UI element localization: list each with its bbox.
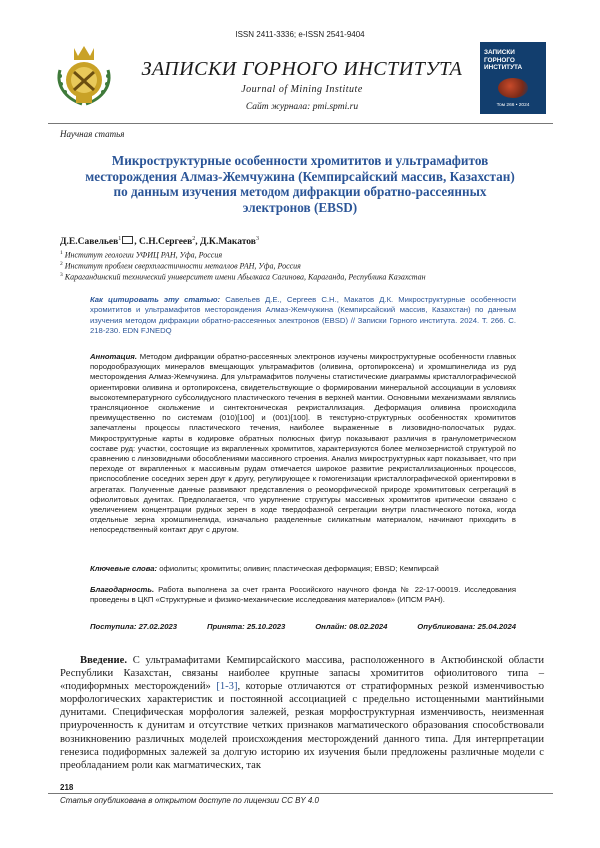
introduction-text: С ультрамафитами Кемпирсайского массива, расположенного в Актюбинской области Республики Казахстан, связаны наиболее крупные запасы хромититов офиолитового типа – «подиформных месторождений»: [60, 655, 544, 693]
journal-subtitle: Journal of Mining Institute: [241, 84, 363, 95]
institute-emblem-icon: [52, 40, 116, 110]
date-value: 25.04.2024: [477, 622, 516, 631]
affiliation-text: Карагандинский технический университет имени Абылкаса Сагинова, Караганда, Республика Казахстан: [64, 272, 426, 282]
affiliation-number: 2: [60, 261, 63, 267]
introduction-paragraph: [60, 654, 544, 772]
abstract-text: Методом дифракции обратно-рассеянных электронов изучены микроструктурные особенности главных породообразующих минералов вмещающих ультрамафитов (оливина, ортопироксена) и хромшпинелида из руд месторождения Алмаз-Жемчужина. Для ультрамафитов получены статистические диаграммы кристаллографической ориентировки оливина и ортопироксена, свидетельствующие о формировании минеральной ассоциации в условиях высокотемпературного субсолидусного пластического течения в верхней мантии. Основными механизмами являлись трансляционное скольжение и синтектоническая рекристаллизация. Деформация оливина происходила преимущественно по системам (010)[100] и (001)[100]. В текстурно-структурных особенностях хромититов запечатлены процессы пластического течения, наиболее выраженные в лизовидно-полосчатых рудах. Микроструктурные карты в кодировке обратных полюсных фигур показывают различия в гранулометрическом составе руд: участки, состоящие из вкрапленных хромититов, характеризуются более мелкозернистой структурой по сравнению с линзовидными обособлениями массивного строения. Анализ микроструктурных карт показывает, что при переходе от вкрапленных к массивным рудам отмечается широкое развитие рекристаллизационных процессов, приспособление соседних зерен друг к другу, регулирующее к гомогенизации кристаллографической ориентировки в агрегатах. Полученные данные развивают представления о реоморфической природе хромититовых сегрегаций в офиолитовых дунитах. Предполагается, что укрупнение структуры массивных хромититов критически связано с увеличением концентрации рудных зерен в ходе твердофазной сегрегации внутри пластического потока, когда отдельные зерна хромшпинелида, изначально разделенные силикатным материалом, начинают приходить в непосредственный контакт друг с другом.: [90, 352, 516, 535]
journal-site: Сайт журнала: pmi.spmi.ru: [245, 102, 359, 112]
date-online: [315, 622, 387, 631]
license-note: Статья опубликована в открытом доступе по лицензии CC BY 4.0: [60, 796, 319, 805]
date-value: 08.02.2024: [348, 622, 388, 631]
date-published: [417, 622, 516, 631]
issn-line: ISSN 2411-3336; e-ISSN 2541-9404: [235, 30, 365, 39]
affiliation-number: 1: [60, 250, 63, 256]
acknowledgment-text: Работа выполнена за счет гранта Российского научного фонда № 22-17-00019. Исследования проведены в ЦКП «Структурные и физико-механические исследования материалов» (ИПСМ РАН).: [90, 585, 516, 605]
cover-volume: Том 266 • 2024: [496, 103, 530, 108]
citation-text[interactable]: Савельев Д.Е., Сергеев С.Н., Макатов Д.К. Микроструктурные особенности хромититов и ультрамафитов месторождения Алмаз-Жемчужина (Кемпирсайский массив, Казахстан) по данным изучения методом дифракции обратно-рассеянных электронов (EBSD) // Записки Горного института. 2024. Т. 266. С. 218-230. EDN FJNEDQ: [90, 295, 516, 336]
keywords-label: Ключевые слова:: [90, 564, 158, 573]
affiliation: [60, 261, 301, 271]
citation-block: [90, 295, 516, 337]
citation-label: Как цитировать эту статью:: [90, 295, 221, 304]
cover-image: [498, 78, 528, 98]
article-type: Научная статья: [60, 129, 125, 139]
affiliation-text: Институт проблем сверхпластичности металлов РАН, Уфа, Россия: [64, 261, 301, 271]
cover-title-line: ИНСТИТУТА: [484, 64, 523, 72]
journal-cover-thumbnail: [480, 42, 546, 114]
affiliation-text: Институт геологии УФИЦ РАН, Уфа, Россия: [64, 250, 223, 260]
cover-title-line: ЗАПИСКИ: [484, 49, 515, 56]
footer-divider: [48, 793, 553, 794]
page-number: 218: [60, 783, 74, 792]
date-label: Опубликована:: [417, 622, 476, 631]
acknowledgment-block: [90, 585, 516, 606]
author-affiliation-mark: 3: [255, 236, 259, 242]
date-value: 25.10.2023: [246, 622, 286, 631]
date-value: 27.02.2023: [138, 622, 178, 631]
email-icon[interactable]: [122, 236, 133, 244]
author-name[interactable]: Д.К.Макатов: [200, 237, 256, 248]
journal-title: ЗАПИСКИ ГОРНОГО ИНСТИТУТА: [141, 58, 463, 80]
date-received: [90, 622, 177, 631]
introduction-text: , которые отличаются от стратиформных резкой изменчивостью морфологических характеристик и постоянной ассоциацией с предельно истощенными мантийными дунитами. Специфическая морфология залежей, резкая морфоструктурная изменчивость, неизменная приуроченность к дунитам и отсутствие четких признаков магматического образования способствовали возникновению различных моделей происхождения месторождений данного типа. Для интерпретации генезиса подиформных залежей за долгую историю их изучения были предложены различные модели с преобладанием роли как магматических, так: [60, 681, 544, 771]
reference-link[interactable]: [1-3]: [216, 681, 238, 693]
keywords-text: офиолиты; хромититы; оливин; пластическая деформация; EBSD; Кемпирсай: [159, 564, 439, 573]
abstract-label: Аннотация.: [90, 352, 137, 361]
article-title: Микроструктурные особенности хромититов и ультрамафитов месторождения Алмаз-Жемчужина (Кемпирсайский массив, Казахстан) по данным изучения методом дифракции обратно-рассеянных электронов (EBSD): [85, 153, 515, 215]
cover-title: [484, 49, 542, 72]
abstract-block: [90, 352, 516, 536]
introduction-heading: Введение.: [80, 655, 127, 666]
cover-title-line: ГОРНОГО: [484, 56, 515, 64]
author-name[interactable]: С.Н.Сергеев: [139, 237, 193, 248]
date-label: Принята:: [206, 622, 245, 631]
author-affiliation-mark: 1: [118, 236, 122, 242]
author-name[interactable]: Д.Е.Савельев: [60, 237, 119, 248]
header-divider: [48, 123, 553, 124]
author-list: Д.Е.Савельев$^1$ , С.Н.Сергеев$^2$, Д.К.Макатов$^3$: [60, 236, 259, 248]
date-accepted: [207, 622, 285, 631]
author-affiliation-mark: 2: [192, 236, 196, 242]
date-label: Поступила:: [90, 622, 137, 631]
affiliation: [60, 272, 426, 282]
affiliation: [60, 250, 222, 260]
dates-row: [90, 622, 516, 631]
keywords-block: [90, 564, 516, 573]
acknowledgment-label: Благодарность.: [90, 585, 155, 594]
affiliation-number: 3: [60, 272, 63, 278]
institute-logo: [52, 40, 116, 110]
date-label: Онлайн:: [315, 622, 347, 631]
